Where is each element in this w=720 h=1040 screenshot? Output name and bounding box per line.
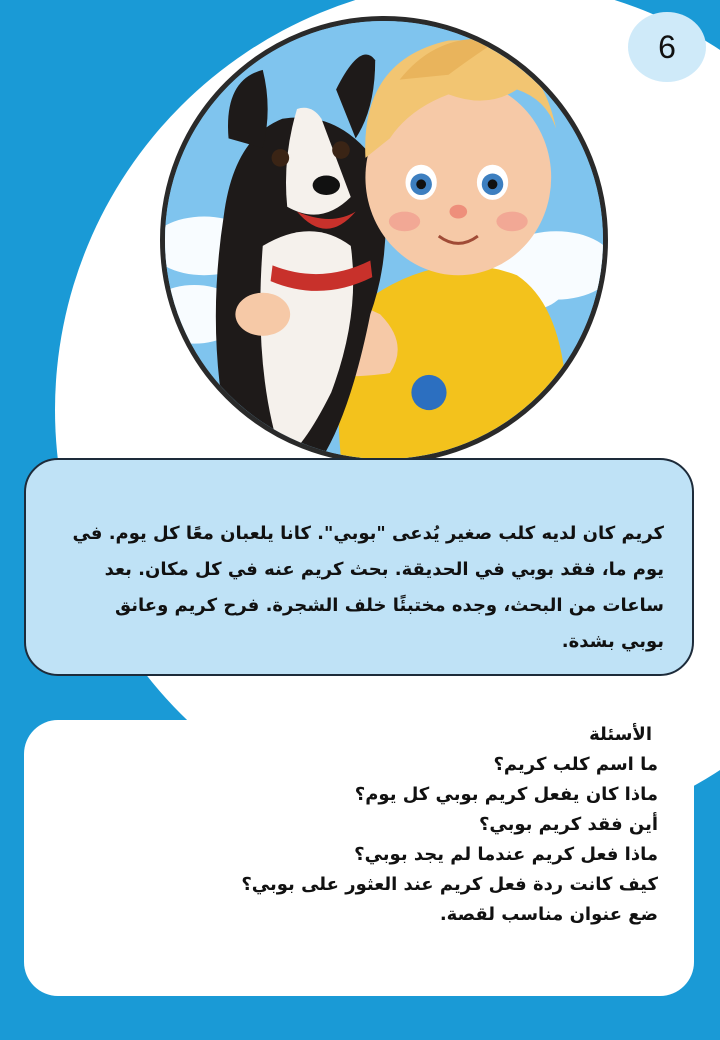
questions-title: الأسئلة: [589, 724, 652, 745]
question-item: أين فقد كريم بوبي؟: [478, 814, 658, 835]
question-item: كيف كانت ردة فعل كريم عند العثور على بوبي؟: [241, 874, 658, 895]
story-text: كريم كان لديه كلب صغير يُدعى "بوبي". كانا يلعبان معًا كل يوم. في يوم ما، فقد بوبي في الحديقة. بحث كريم عنه في كل مكان. بعد ساعات من البحث، وجده مختبئًا خلف الشجرة. فرح كريم وعانق بوبي بشدة.: [72, 523, 664, 652]
question-item: ماذا كان يفعل كريم بوبي كل يوم؟: [354, 784, 658, 805]
story-illustration: [160, 16, 608, 464]
page-number-badge: [628, 12, 706, 82]
questions-box: [24, 720, 694, 996]
question-item: ضع عنوان مناسب لقصة.: [439, 904, 658, 925]
question-item: ما اسم كلب كريم؟: [493, 754, 658, 775]
page-number: 6: [658, 28, 676, 65]
questions-list: [64, 750, 658, 930]
story-box: [24, 458, 694, 676]
boy-hugging-dog-illustration: [165, 21, 603, 459]
question-item: ماذا فعل كريم عندما لم يجد بوبي؟: [354, 844, 658, 865]
